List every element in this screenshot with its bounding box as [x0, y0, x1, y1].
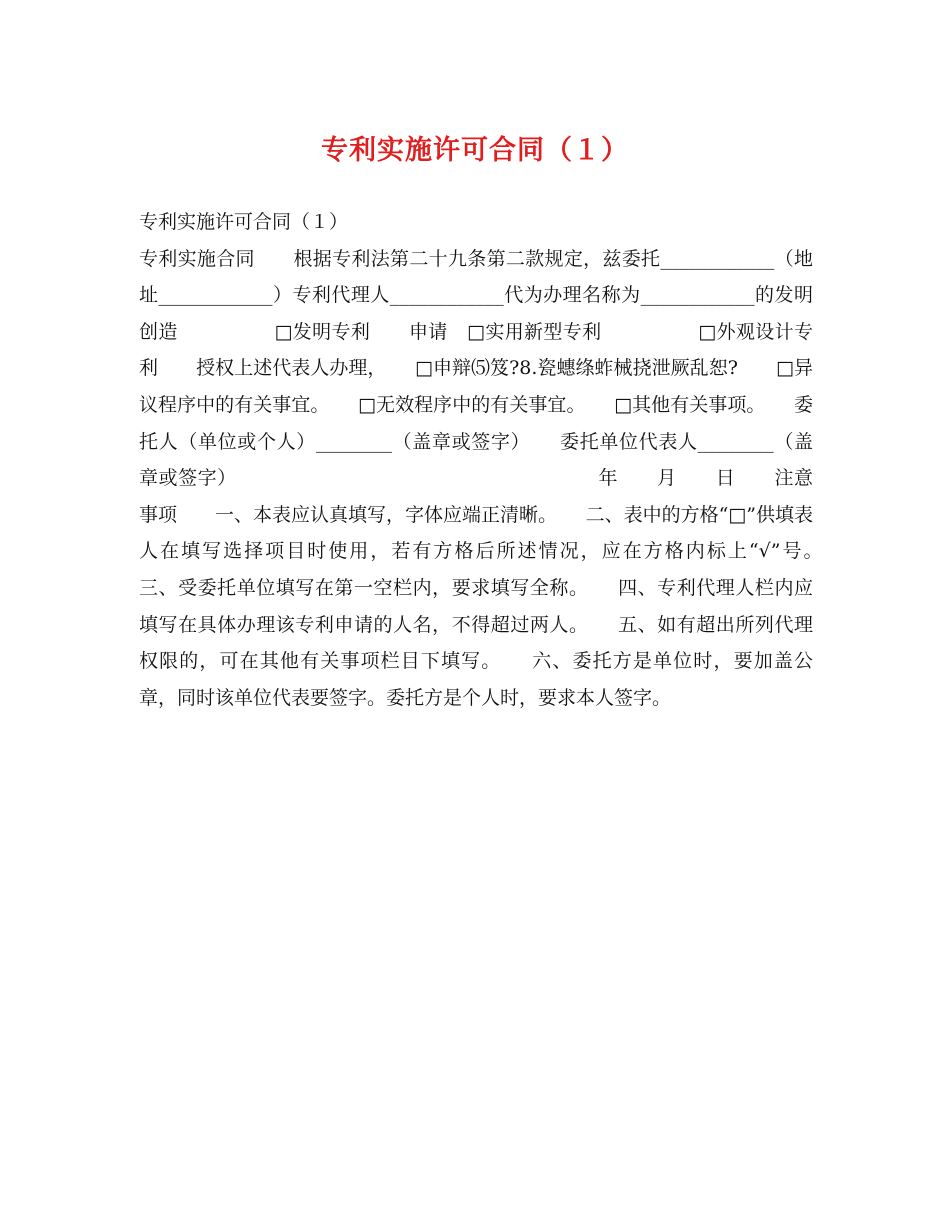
- document-paragraph: 专利实施合同 根据专利法第二十九条第二款规定，兹委托____________（地址____________）专利代理人____________代为办理名称为____________的发明创造 □发明专利 申请 □实用新型专利 □外观设计专利 授权上述代表人办理， □申辩⑸笈?8.瓷蟪绦蚱械挠泄厥乱恕? □异议程序中的有关事宜。 □无效程序中的有关事宜。 □其他有关事项。 委托人（单位或个人）________（盖章或签字） 委托单位代表人________（盖章或签字） 年 月 日 注意事项 一、本表应认真填写，字体应端正清晰。 二、表中的方格“□”供填表人在填写选择项目时使用，若有方格后所述情况，应在方格内标上“√”号。 三、受委托单位填写在第一空栏内，要求填写全称。 四、专利代理人栏内应填写在具体办理该专利申请的人名，不得超过两人。 五、如有超出所列代理权限的，可在其他有关事项栏目下填写。 六、委托方是单位时，要加盖公章，同时该单位代表要签字。委托方是个人时，要求本人签字。: [139, 247, 852, 709]
- document-body: [139, 204, 852, 716]
- document-subtitle: 专利实施许可合同（１）: [139, 211, 349, 233]
- document-title: 专利实施许可合同（１）: [321, 135, 629, 166]
